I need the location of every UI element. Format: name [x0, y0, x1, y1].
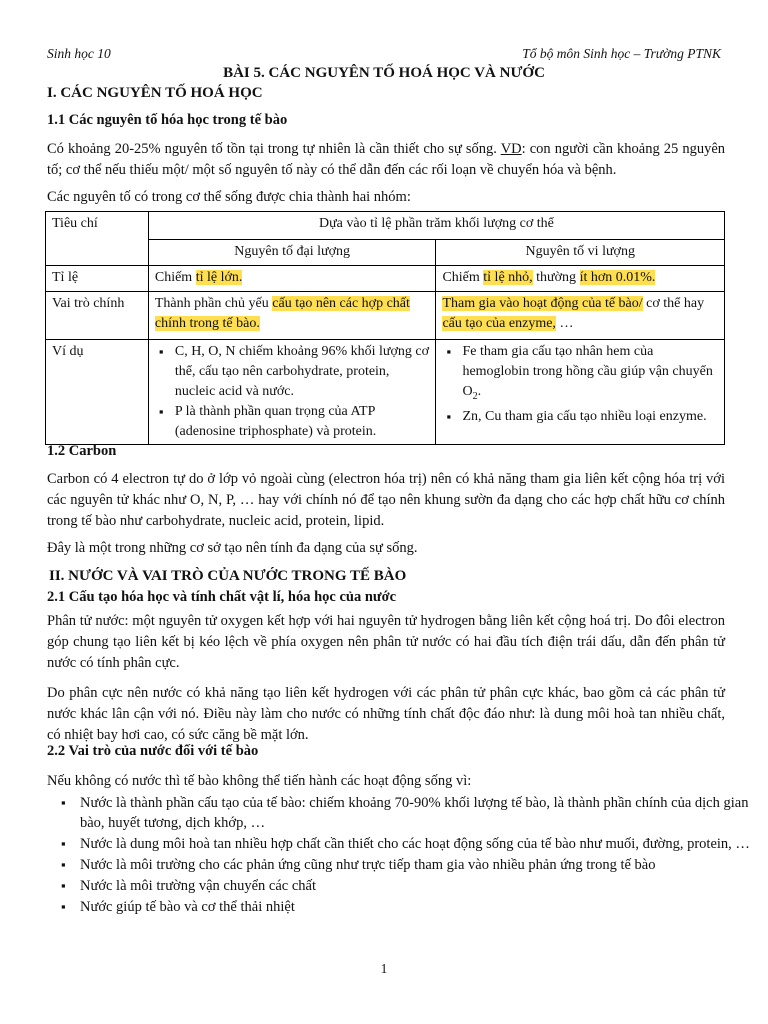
- water-roles-list: [47, 793, 758, 918]
- text: Fe tham gia cấu tạo nhân hem của hemoglobin trong hồng cầu giúp vận chuyển O: [462, 344, 713, 399]
- text: Chiếm: [442, 270, 484, 285]
- highlight: cấu tạo của enzyme,: [442, 316, 556, 331]
- vd-label: VD: [500, 141, 522, 157]
- cell-macro-example: [148, 340, 436, 445]
- text: thường: [532, 270, 580, 285]
- text: : con người cần khoảng 25 nguyên tố; cơ thể nếu thiếu một/ một số nguyên tố này có thể dẫn đến các rối loạn về chuyển hóa và bệnh.: [47, 141, 725, 178]
- table-header-criteria: Tiêu chí: [46, 212, 149, 266]
- paragraph-water-roles-intro: Nếu không có nước thì tế bào không thể tiến hành các hoạt động sống vì:: [47, 773, 472, 789]
- page-number: 1: [380, 961, 388, 976]
- paragraph-elements-groups: Các nguyên tố có trong cơ thể sống được chia thành hai nhóm:: [47, 189, 411, 205]
- list-item: ▪ Nước là thành phần cấu tạo của tế bào: chiếm khoảng 70-90% khối lượng tế bào, là thành phần chính của dịch gian bào, huyết tương, dịch khớp, …: [80, 793, 758, 833]
- table-header-basis: Dựa vào tỉ lệ phần trăm khối lượng cơ thể: [148, 212, 724, 240]
- highlight: Tham gia vào hoạt động của tế bào/: [442, 296, 643, 311]
- highlight: cấu tạo nên các hợp chất chính trong tế bào.: [154, 296, 410, 331]
- paragraph-elements-intro: [47, 139, 725, 181]
- list-item: ▪ P là thành phần quan trọng của ATP (adenosine triphosphate) và protein.: [175, 402, 430, 442]
- cell-macro-ratio: [148, 266, 436, 292]
- subscript: 2: [472, 390, 478, 402]
- highlight: ít hơn 0.01%.: [579, 270, 656, 285]
- text: Thành phần chủ yếu: [154, 296, 273, 311]
- highlight: tỉ lệ nhỏ,: [483, 270, 533, 285]
- list-item: ▪ Nước là môi trường vận chuyển các chất: [80, 876, 758, 896]
- text: Chiếm: [154, 270, 196, 285]
- list-item: [462, 342, 718, 407]
- micro-example-list: [442, 342, 718, 427]
- section1-2-heading: 1.2 Carbon: [47, 443, 117, 459]
- page-title: BÀI 5. CÁC NGUYÊN TỐ HOÁ HỌC VÀ NƯỚC: [223, 65, 545, 81]
- text: Có khoảng 20-25% nguyên tố tồn tại trong tự nhiên là cần thiết cho sự sống.: [47, 141, 501, 157]
- text: …: [555, 316, 574, 331]
- paragraph-water-structure: Phân tử nước: một nguyên tử oxygen kết hợp với hai nguyên tử hydrogen bằng liên kết cộng hoá trị. Do đôi electron góp chung tạo liên kết bị kéo lệch về phía oxygen nên phân tử nước có hai đầu tích điện trái dấu, dẫn đến phân tử nước có tính phân cực.: [47, 613, 725, 671]
- cell-micro-role: [436, 292, 725, 340]
- cell-micro-example: [436, 340, 725, 445]
- cell-micro-ratio: [436, 266, 725, 292]
- row-label-ratio: Tỉ lệ: [46, 266, 149, 292]
- paragraph-carbon-diversity: Đây là một trong những cơ sở tạo nên tính đa dạng của sự sống.: [47, 540, 418, 556]
- section2-2-heading: 2.2 Vai trò của nước đối với tế bào: [47, 743, 259, 759]
- row-label-example: Ví dụ: [46, 340, 149, 445]
- section2-heading: II. NƯỚC VÀ VAI TRÒ CỦA NƯỚC TRONG TẾ BÀO: [49, 568, 407, 584]
- list-item: ▪ Nước là dung môi hoà tan nhiều hợp chất cần thiết cho các hoạt động sống của tế bào như muối, đường, protein, …: [80, 834, 758, 854]
- header-left: Sinh học 10: [47, 46, 111, 61]
- list-item: ▪ C, H, O, N chiếm khoảng 96% khối lượng cơ thể, cấu tạo nên carbohydrate, protein, nucleic acid và nước.: [175, 342, 430, 402]
- text: cơ thể hay: [642, 296, 705, 311]
- section2-1-heading: 2.1 Cấu tạo hóa học và tính chất vật lí, hóa học của nước: [47, 589, 397, 605]
- paragraph-carbon: Carbon có 4 electron tự do ở lớp vỏ ngoài cùng (electron hóa trị) nên có khả năng tham gia liên kết cộng hóa trị với các nguyên tử khác như O, N, P, … hay với chính nó để tạo nên khung sườn đa dạng cho các hợp chất hữu cơ chính trong tế bào như carbohydrate, nucleic acid, protein, lipid.: [47, 471, 725, 529]
- row-label-role: Vai trò chính: [46, 292, 149, 340]
- section1-1-heading: 1.1 Các nguyên tố hóa học trong tế bào: [47, 112, 288, 128]
- highlight: tỉ lệ lớn.: [195, 270, 243, 285]
- table-header-micro: Nguyên tố vi lượng: [436, 240, 725, 266]
- elements-table: [45, 211, 725, 445]
- list-item: ▪ Nước giúp tế bào và cơ thể thải nhiệt: [80, 897, 758, 917]
- macro-example-list: [155, 342, 430, 442]
- list-item: ▪ Zn, Cu tham gia cấu tạo nhiều loại enzyme.: [462, 407, 718, 427]
- header-right: Tổ bộ môn Sinh học – Trường PTNK: [522, 46, 721, 61]
- text: .: [477, 384, 482, 399]
- list-item: ▪ Nước là môi trường cho các phản ứng cũng như trực tiếp tham gia vào nhiều phản ứng trong tế bào: [80, 855, 758, 875]
- table-header-macro: Nguyên tố đại lượng: [148, 240, 436, 266]
- section1-heading: I. CÁC NGUYÊN TỐ HOÁ HỌC: [47, 85, 263, 101]
- cell-macro-role: [148, 292, 436, 340]
- paragraph-water-properties: Do phân cực nên nước có khả năng tạo liên kết hydrogen với các phân tử phân cực khác, bao gồm cả các phân tử nước khác lân cận với nó. Điều này làm cho nước có những tính chất độc đáo như: là dung môi hoà tan nhiều chất, có nhiệt bay hơi cao, có sức căng bề mặt lớn.: [47, 685, 725, 743]
